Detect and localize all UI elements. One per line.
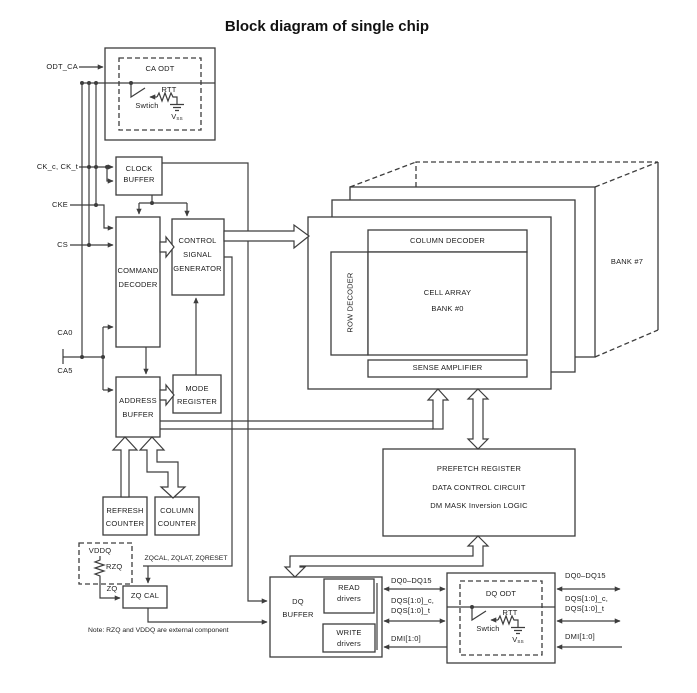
read-drivers-label: READ bbox=[338, 583, 360, 592]
zq-signals-label: ZQCAL, ZQLAT, ZQRESET bbox=[144, 555, 228, 562]
mode-register-box bbox=[173, 375, 221, 413]
prefetch-label: PREFETCH REGISTER bbox=[436, 464, 522, 473]
signal-odt-ca: ODT_CA bbox=[46, 62, 78, 71]
signal-ca5: CA5 bbox=[57, 366, 73, 375]
addr-to-mode-arrow bbox=[160, 385, 174, 405]
write-drivers-label: WRITE bbox=[336, 628, 362, 637]
note-text: Note: RZQ and VDDQ are external component bbox=[88, 627, 229, 634]
bank7-label: BANK #7 bbox=[610, 257, 644, 266]
right-dmi-label: DMI[1:0] bbox=[565, 632, 595, 641]
refresh-counter-box bbox=[103, 497, 147, 535]
prefetch-dqbuffer-arrow bbox=[285, 536, 488, 577]
dq-odt-title: DQ ODT bbox=[485, 589, 517, 598]
csg-to-bank-arrow bbox=[224, 225, 309, 248]
dq-odt-rtt-label: RTT bbox=[502, 608, 518, 617]
mid-dqs-c-label: DQS[1:0]_c, bbox=[391, 596, 435, 605]
ca-odt-switch-label: Swtich bbox=[135, 101, 159, 110]
address-buffer-label: ADDRESS bbox=[119, 396, 157, 405]
command-decoder-label: COMMAND bbox=[117, 266, 159, 275]
right-dq-label: DQ0–DQ15 bbox=[565, 571, 606, 580]
ca-odt-rtt-label: RTT bbox=[161, 85, 177, 94]
signal-ca0: CA0 bbox=[57, 328, 73, 337]
addr-column-counter-arrow bbox=[140, 437, 185, 498]
address-buffer-box bbox=[116, 377, 160, 437]
zq-label: ZQ bbox=[106, 584, 118, 593]
column-counter-box bbox=[155, 497, 199, 535]
signal-ck: CK_c, CK_t bbox=[36, 162, 78, 171]
mode-register-label: MODE bbox=[185, 384, 209, 393]
mid-dq-label: DQ0–DQ15 bbox=[391, 576, 432, 585]
column-decoder-label: COLUMN DECODER bbox=[410, 236, 485, 245]
dq-odt-switch-label: Swtich bbox=[476, 624, 500, 633]
signal-cke: CKE bbox=[51, 200, 68, 209]
dq-buffer-label: DQ bbox=[292, 597, 304, 606]
column-counter-label: COLUMN bbox=[160, 506, 194, 515]
bank-prefetch-arrow bbox=[468, 389, 488, 449]
ca-odt-vss-label: $V_{SS}$ bbox=[171, 112, 183, 121]
vddq-label: VDDQ bbox=[88, 546, 112, 555]
mid-dqs-t-label: DQS[1:0]_t bbox=[391, 606, 431, 615]
dq-odt-vss-label: $V_{SS}$ bbox=[512, 635, 524, 644]
signal-cs: CS bbox=[57, 240, 68, 249]
ca-odt-title: CA ODT bbox=[145, 64, 175, 73]
addr-bus-to-bank-arrow bbox=[428, 389, 448, 429]
page-title: Block diagram of single chip bbox=[224, 18, 430, 35]
sense-amplifier-label: SENSE AMPLIFIER bbox=[412, 363, 483, 372]
right-dqs-c-label: DQS[1:0]_c, bbox=[565, 594, 609, 603]
row-decoder-label: ROW DECODER bbox=[345, 272, 355, 333]
bank0-label: BANK #0 bbox=[431, 304, 464, 313]
refresh-to-addr-arrow bbox=[113, 437, 137, 497]
refresh-counter-label: REFRESH bbox=[106, 506, 144, 515]
right-dqs-t-label: DQS[1:0]_t bbox=[565, 604, 605, 613]
clock-buffer-label: CLOCK bbox=[125, 164, 153, 173]
block-diagram-page: Block diagram of single chip ODT_CA CK_c, CK_t CKE CS CA0 CA5 CA ODT RTT Swtich $V_{SS}$ CLOCK BUFFER COMMAND DECODER CONTROL SIGNAL GENERATOR COLUMN DECODER ROW DECODER CELL ARRAY BANK #0 SENSE AMPLIFIER BANK #7 MODE REGISTER ADDRESS BUFFER REFRESH COUNTER COLUMN COUNTER PREFETCH REGISTER DATA CONTROL CIRCUIT DM MASK Inversion LOGIC VDDQ RZQ ZQ ZQ CAL ZQCAL, ZQLAT, ZQRESET DQ BUFFER READ drivers WRITE drivers DQ ODT RTT Swtich $V_{SS}$ DQ0–DQ15 DQS[1:0]_c, DQS[1:0]_t DMI[1:0] DQ0–DQ15 DQS[1:0]_c, DQS[1:0]_t DMI[1:0] Note: RZQ and VDDQ are external component bbox=[0, 0, 697, 693]
rzq-label: RZQ bbox=[106, 562, 123, 571]
prefetch-box bbox=[383, 449, 575, 536]
csg-label: CONTROL bbox=[178, 236, 217, 245]
zq-cal-label: ZQ CAL bbox=[130, 591, 160, 600]
cell-array-label: CELL ARRAY bbox=[423, 288, 472, 297]
mid-dmi-label: DMI[1:0] bbox=[391, 634, 421, 643]
